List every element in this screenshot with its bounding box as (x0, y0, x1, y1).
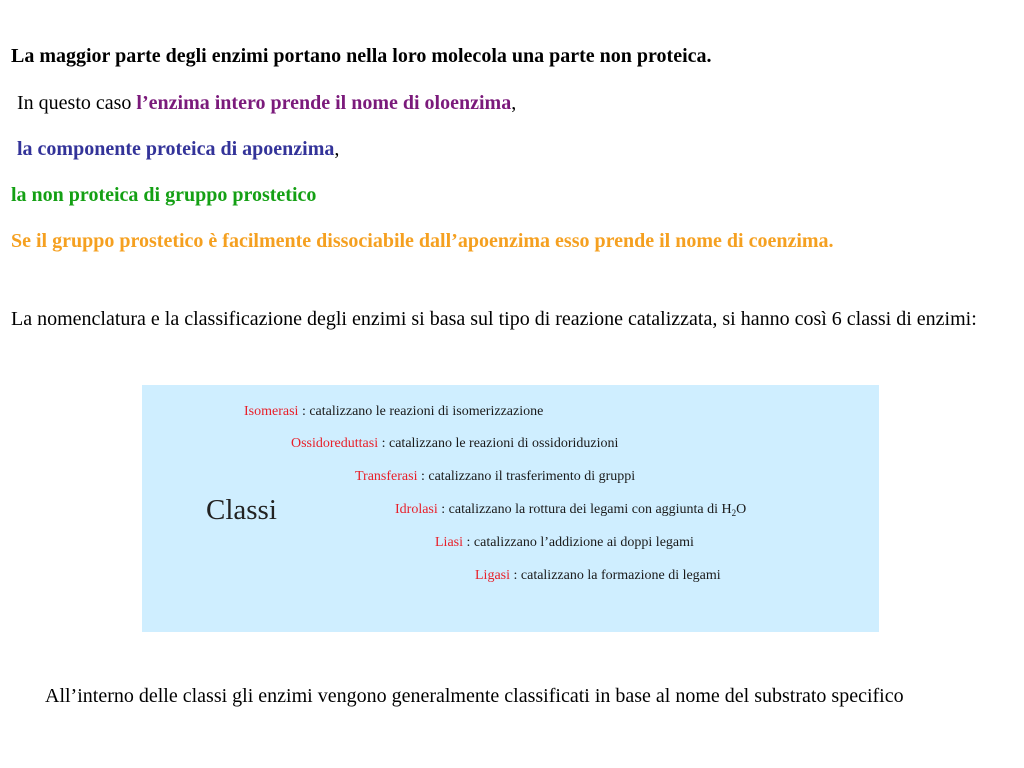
class-item-liasi (435, 534, 694, 552)
intro-line-prostetico: la non proteica di gruppo prostetico (11, 184, 317, 206)
class-name: Transferasi (355, 469, 418, 484)
classi-title: Classi (206, 494, 277, 526)
class-desc: : catalizzano la rottura dei legami con aggiunta di H (437, 502, 732, 517)
intro-line-oloenzima (17, 89, 516, 117)
class-desc: : catalizzano l’addizione ai doppi legami (463, 535, 694, 550)
apoenzima-suffix: , (334, 138, 340, 160)
class-name: Idrolasi (395, 502, 438, 517)
intro-line-coenzima: Se il gruppo prostetico è facilmente dissociabile dall’apoenzima esso prende il nome di coenzima. (11, 230, 834, 252)
class-name: Ossidoreduttasi (291, 436, 379, 451)
intro-line-apoenzima (17, 135, 339, 163)
classi-figure (142, 385, 879, 632)
class-name: Ligasi (475, 568, 510, 583)
class-item-ossidoreduttasi (291, 435, 618, 453)
oloenzima-suffix: , (511, 92, 517, 114)
oloenzima-highlight: l’enzima intero prende il nome di oloenzima (136, 92, 512, 114)
intro-line-enzimi: La maggior parte degli enzimi portano nella loro molecola una parte non proteica. (11, 45, 712, 67)
class-desc: : catalizzano la formazione di legami (510, 568, 721, 583)
class-desc: : catalizzano le reazioni di ossidoriduzioni (378, 436, 619, 451)
class-item-ligasi (475, 567, 721, 585)
class-item-isomerasi (244, 403, 543, 421)
class-item-transferasi (355, 468, 635, 486)
class-desc-tail: O (736, 502, 747, 517)
class-name: Isomerasi (244, 404, 299, 419)
class-item-idrolasi (395, 501, 746, 519)
apoenzima-highlight: la componente proteica di apoenzima (17, 138, 335, 160)
class-desc: : catalizzano il trasferimento di gruppi (417, 469, 636, 484)
intro-line-nomenclatura: La nomenclatura e la classificazione degli enzimi si basa sul tipo di reazione catalizzata, si hanno così 6 classi di enzimi: (11, 308, 977, 330)
class-desc: : catalizzano le reazioni di isomerizzazione (298, 404, 544, 419)
oloenzima-prefix: In questo caso (17, 92, 137, 114)
class-name: Liasi (435, 535, 463, 550)
class-desc-subscript: 2 (731, 508, 737, 518)
footer-text: All’interno delle classi gli enzimi vengono generalmente classificati in base al nome del substrato specifico (45, 685, 904, 707)
